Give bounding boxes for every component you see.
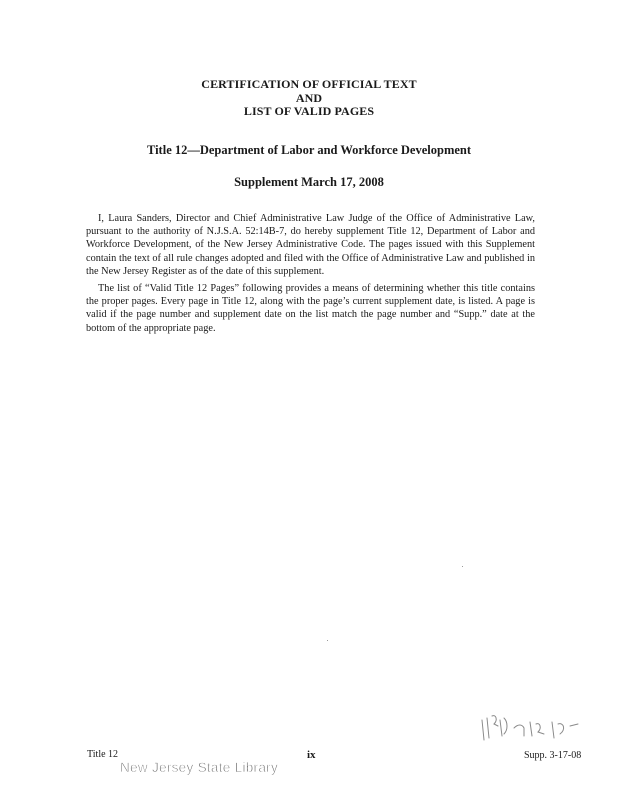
page-number: ix xyxy=(307,749,316,761)
handwritten-date-icon xyxy=(478,710,588,746)
supplement-footer: Supp. 3-17-08 xyxy=(524,750,582,761)
valid-pages-paragraph: The list of “Valid Title 12 Pages” following provides a means of determining whether this title contains the proper pages. Every page in Title 12, along with the page’s current supplement date, is listed. A page is valid if the page number and supplement date on the list match the page number and “Supp.” date at the bottom of the appropriate page. xyxy=(86,283,535,334)
certification-heading: CERTIFICATION OF OFFICIAL TEXT xyxy=(201,77,417,91)
heading-and: AND xyxy=(295,91,323,105)
footer-title: Title 12 xyxy=(87,749,119,760)
valid-pages-heading: LIST OF VALID PAGES xyxy=(243,104,375,118)
scan-speck xyxy=(462,566,463,567)
certification-paragraph: I, Laura Sanders, Director and Chief Administrative Law Judge of the Office of Administrative Law, pursuant to the authority of N.J.S.A. 52:14B-7, do hereby supplement Title 12, Department of Labor and Workforce Development, of the New Jersey Administrative Code. The pages issued with this Supplement contain the text of all rule changes adopted and filed with the Office of Administrative Law and published in the New Jersey Register as of the date of this supplement. xyxy=(86,213,535,277)
supplement-date-heading: Supplement March 17, 2008 xyxy=(234,175,384,189)
scan-speck xyxy=(327,640,328,641)
library-stamp: New Jersey State Library xyxy=(120,759,279,776)
title-heading: Title 12—Department of Labor and Workforce Development xyxy=(146,143,472,157)
